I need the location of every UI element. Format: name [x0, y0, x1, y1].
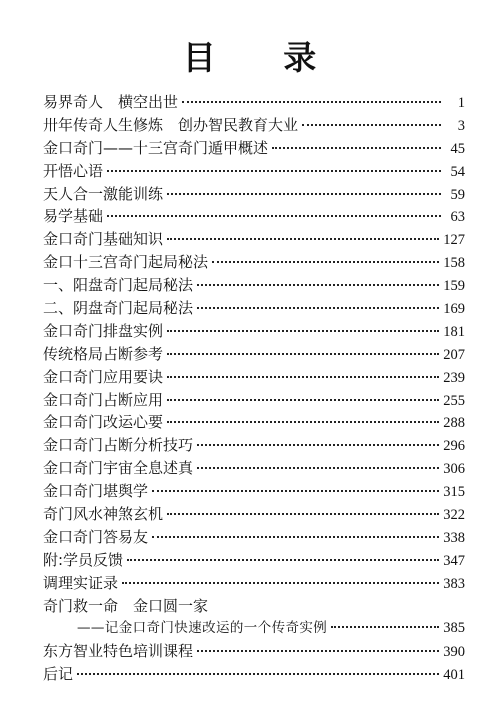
toc-entry-page: 306 — [443, 461, 465, 478]
toc-entry[interactable] — [43, 274, 465, 297]
toc-entry-label: 易界奇人 横空出世 — [43, 93, 179, 111]
toc-entry[interactable] — [43, 137, 465, 160]
toc-entry-label: 传统格局占断参考 — [43, 344, 164, 363]
leader-dots — [152, 535, 439, 538]
toc-entry[interactable] — [43, 91, 465, 114]
toc-entry-page: 127 — [443, 232, 465, 249]
toc-entry[interactable] — [43, 457, 465, 480]
leader-dots — [182, 100, 441, 103]
toc-entry-label: 金口奇门堪舆学 — [43, 482, 149, 501]
toc-entry-label: 附:学员反馈 — [43, 550, 124, 569]
toc-entry-label: 开悟心语 — [43, 161, 104, 180]
toc-entry-label: 东方智业特色培训课程 — [43, 642, 194, 661]
toc-entry[interactable] — [43, 366, 465, 389]
leader-dots — [167, 398, 439, 401]
toc-entry[interactable] — [43, 640, 465, 663]
table-of-contents — [43, 91, 465, 686]
leader-dots — [302, 123, 441, 126]
leader-dots — [167, 420, 439, 423]
toc-entry-label: ——记金口奇门快速改运的一个传奇实例 — [77, 620, 328, 637]
leader-dots — [107, 169, 441, 172]
toc-entry-label: 奇门救一命 金口圆一家 — [43, 596, 209, 615]
toc-entry-page: 54 — [450, 163, 465, 180]
leader-dots — [272, 146, 441, 149]
toc-entry-page: 1 — [457, 95, 465, 111]
toc-entry-subtitle[interactable] — [43, 617, 465, 640]
toc-entry[interactable] — [43, 480, 465, 503]
leader-dots — [197, 443, 439, 446]
toc-entry-label: 奇门风水神煞玄机 — [43, 505, 164, 524]
toc-entry[interactable] — [43, 549, 465, 572]
toc-entry[interactable] — [43, 389, 465, 412]
leader-dots — [197, 306, 439, 309]
toc-entry-page: 159 — [443, 278, 465, 295]
toc-entry[interactable] — [43, 297, 465, 320]
toc-entry-page: 169 — [443, 301, 465, 318]
toc-entry-label: 金口奇门排盘实例 — [43, 321, 164, 340]
leader-dots — [167, 237, 439, 240]
leader-dots — [107, 214, 441, 217]
toc-entry-label: 一、阳盘奇门起局秘法 — [43, 276, 194, 295]
toc-entry-page: 63 — [450, 209, 465, 226]
toc-entry-page: 158 — [443, 255, 465, 272]
toc-entry-label: 金口奇门占断应用 — [43, 390, 164, 409]
leader-dots — [122, 581, 439, 584]
toc-entry-page: 347 — [443, 552, 465, 569]
leader-dots — [167, 512, 439, 515]
toc-entry-label: 金口奇门改运心要 — [43, 413, 164, 432]
page-title: 目 录 — [182, 38, 345, 77]
toc-entry-page: 322 — [443, 507, 465, 524]
toc-entry-label: 金口奇门占断分析技巧 — [43, 436, 194, 455]
toc-entry[interactable] — [43, 434, 465, 457]
leader-dots — [127, 558, 439, 561]
toc-entry[interactable] — [43, 114, 465, 137]
leader-dots — [197, 649, 439, 652]
toc-entry[interactable] — [43, 228, 465, 251]
toc-entry[interactable] — [43, 320, 465, 343]
toc-entry-page: 45 — [450, 140, 465, 157]
toc-entry-page: 315 — [443, 484, 465, 501]
leader-dots — [212, 260, 439, 263]
leader-dots — [77, 672, 439, 675]
toc-entry-page: 296 — [443, 438, 465, 455]
toc-entry[interactable] — [43, 183, 465, 206]
toc-entry[interactable] — [43, 526, 465, 549]
toc-entry-page: 239 — [443, 369, 465, 386]
leader-dots — [167, 192, 441, 195]
toc-entry-page: 207 — [443, 346, 465, 363]
toc-entry[interactable] — [43, 205, 465, 228]
toc-entry-label: 卅年传奇人生修炼 创办智民教育大业 — [43, 115, 299, 134]
toc-entry-page: 390 — [443, 644, 465, 661]
toc-entry-page: 383 — [443, 575, 465, 592]
toc-entry[interactable] — [43, 503, 465, 526]
toc-entry-label: 金口奇门宇宙全息述真 — [43, 459, 194, 478]
toc-entry-page: 288 — [443, 415, 465, 432]
toc-entry[interactable] — [43, 251, 465, 274]
toc-entry[interactable] — [43, 595, 465, 618]
toc-entry-label: 金口奇门基础知识 — [43, 230, 164, 249]
toc-entry-label: 金口奇门应用要诀 — [43, 367, 164, 386]
leader-dots — [167, 329, 439, 332]
toc-entry[interactable] — [43, 663, 465, 686]
leader-dots — [197, 283, 439, 286]
toc-entry-label: 天人合一激能训练 — [43, 184, 164, 203]
toc-entry-page: 338 — [443, 529, 465, 546]
toc-entry-page: 181 — [443, 323, 465, 340]
toc-entry-label: 后记 — [43, 665, 74, 684]
leader-dots — [152, 489, 439, 492]
toc-entry-label: 易学基础 — [43, 207, 104, 226]
toc-entry-label: 二、阴盘奇门起局秘法 — [43, 299, 194, 318]
leader-dots — [197, 466, 439, 469]
toc-entry[interactable] — [43, 572, 465, 595]
toc-entry-page: 59 — [450, 186, 465, 203]
toc-entry-label: 金口十三宫奇门起局秘法 — [43, 253, 209, 272]
toc-entry-label: 金口奇门答易友 — [43, 527, 149, 546]
leader-dots — [167, 352, 439, 355]
toc-entry[interactable] — [43, 411, 465, 434]
toc-entry-page: 255 — [443, 392, 465, 409]
toc-entry-label: 调理实证录 — [43, 573, 119, 592]
toc-entry-page: 385 — [443, 620, 465, 637]
toc-entry[interactable] — [43, 343, 465, 366]
toc-entry-label: 金口奇门——十三宫奇门遁甲概述 — [43, 138, 269, 157]
toc-entry-page: 3 — [457, 117, 465, 134]
leader-dots — [331, 625, 439, 628]
toc-entry[interactable] — [43, 160, 465, 183]
toc-entry-page: 401 — [443, 667, 465, 684]
leader-dots — [167, 375, 439, 378]
